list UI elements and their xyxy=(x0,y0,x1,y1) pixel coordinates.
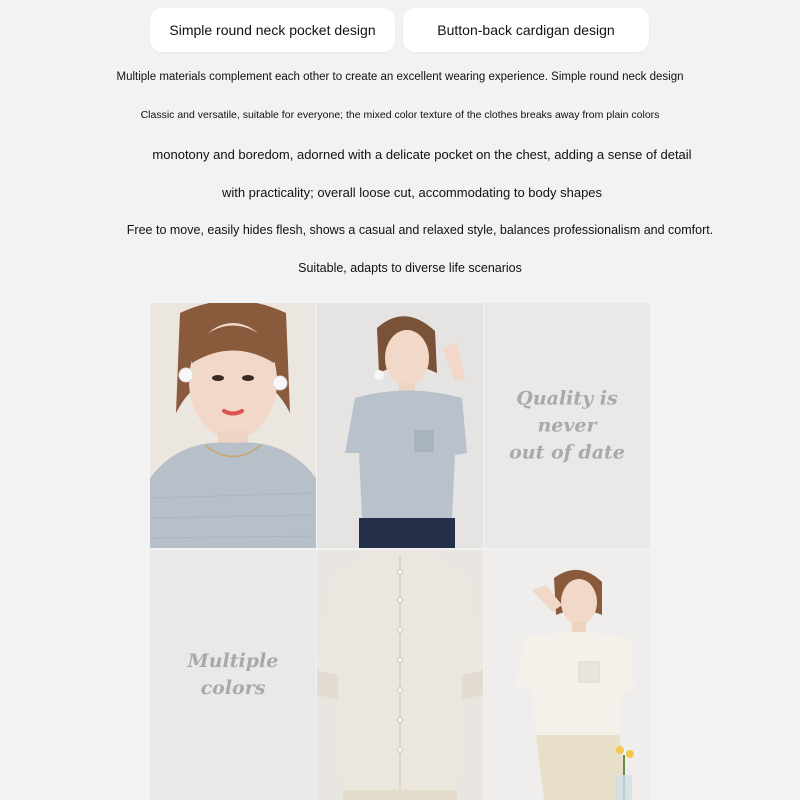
quality-quote-line-1: Quality is xyxy=(516,387,618,409)
description-line-1: Multiple materials complement each other to create an excellent wearing experience. Simple round neck design xyxy=(116,71,684,83)
quality-quote-line-3: out of date xyxy=(509,441,625,463)
description-line-6: Suitable, adapts to diverse life scenarios xyxy=(298,261,522,275)
description-line-3: monotony and boredom, adorned with a delicate pocket on the chest, adding a sense of detail xyxy=(152,147,692,162)
tag-round-neck-pocket[interactable]: Simple round neck pocket design xyxy=(150,8,395,52)
description-line-2: Classic and versatile, suitable for everyone; the mixed color texture of the clothes breaks away from plain colors xyxy=(140,109,660,121)
quote-panel-colors xyxy=(150,550,316,800)
colors-quote xyxy=(150,648,316,702)
description-line-4: with practicality; overall loose cut, accommodating to body shapes xyxy=(221,185,603,200)
colors-quote-line-2: colors xyxy=(200,677,266,699)
product-photo-grid xyxy=(150,303,650,800)
tag-button-back-cardigan[interactable]: Button-back cardigan design xyxy=(403,8,649,52)
quality-quote xyxy=(484,385,650,466)
description-line-5: Free to move, easily hides flesh, shows a casual and relaxed style, balances professionalism and comfort. xyxy=(126,223,714,237)
quote-panel-quality xyxy=(484,303,650,548)
photo-button-back-cream xyxy=(317,550,483,800)
colors-quote-line-1: Multiple xyxy=(187,650,279,672)
photo-closeup-blue-top xyxy=(150,303,316,548)
photo-model-cream-top xyxy=(484,550,650,800)
photo-model-blue-top xyxy=(317,303,483,548)
quality-quote-line-2: never xyxy=(537,414,597,436)
